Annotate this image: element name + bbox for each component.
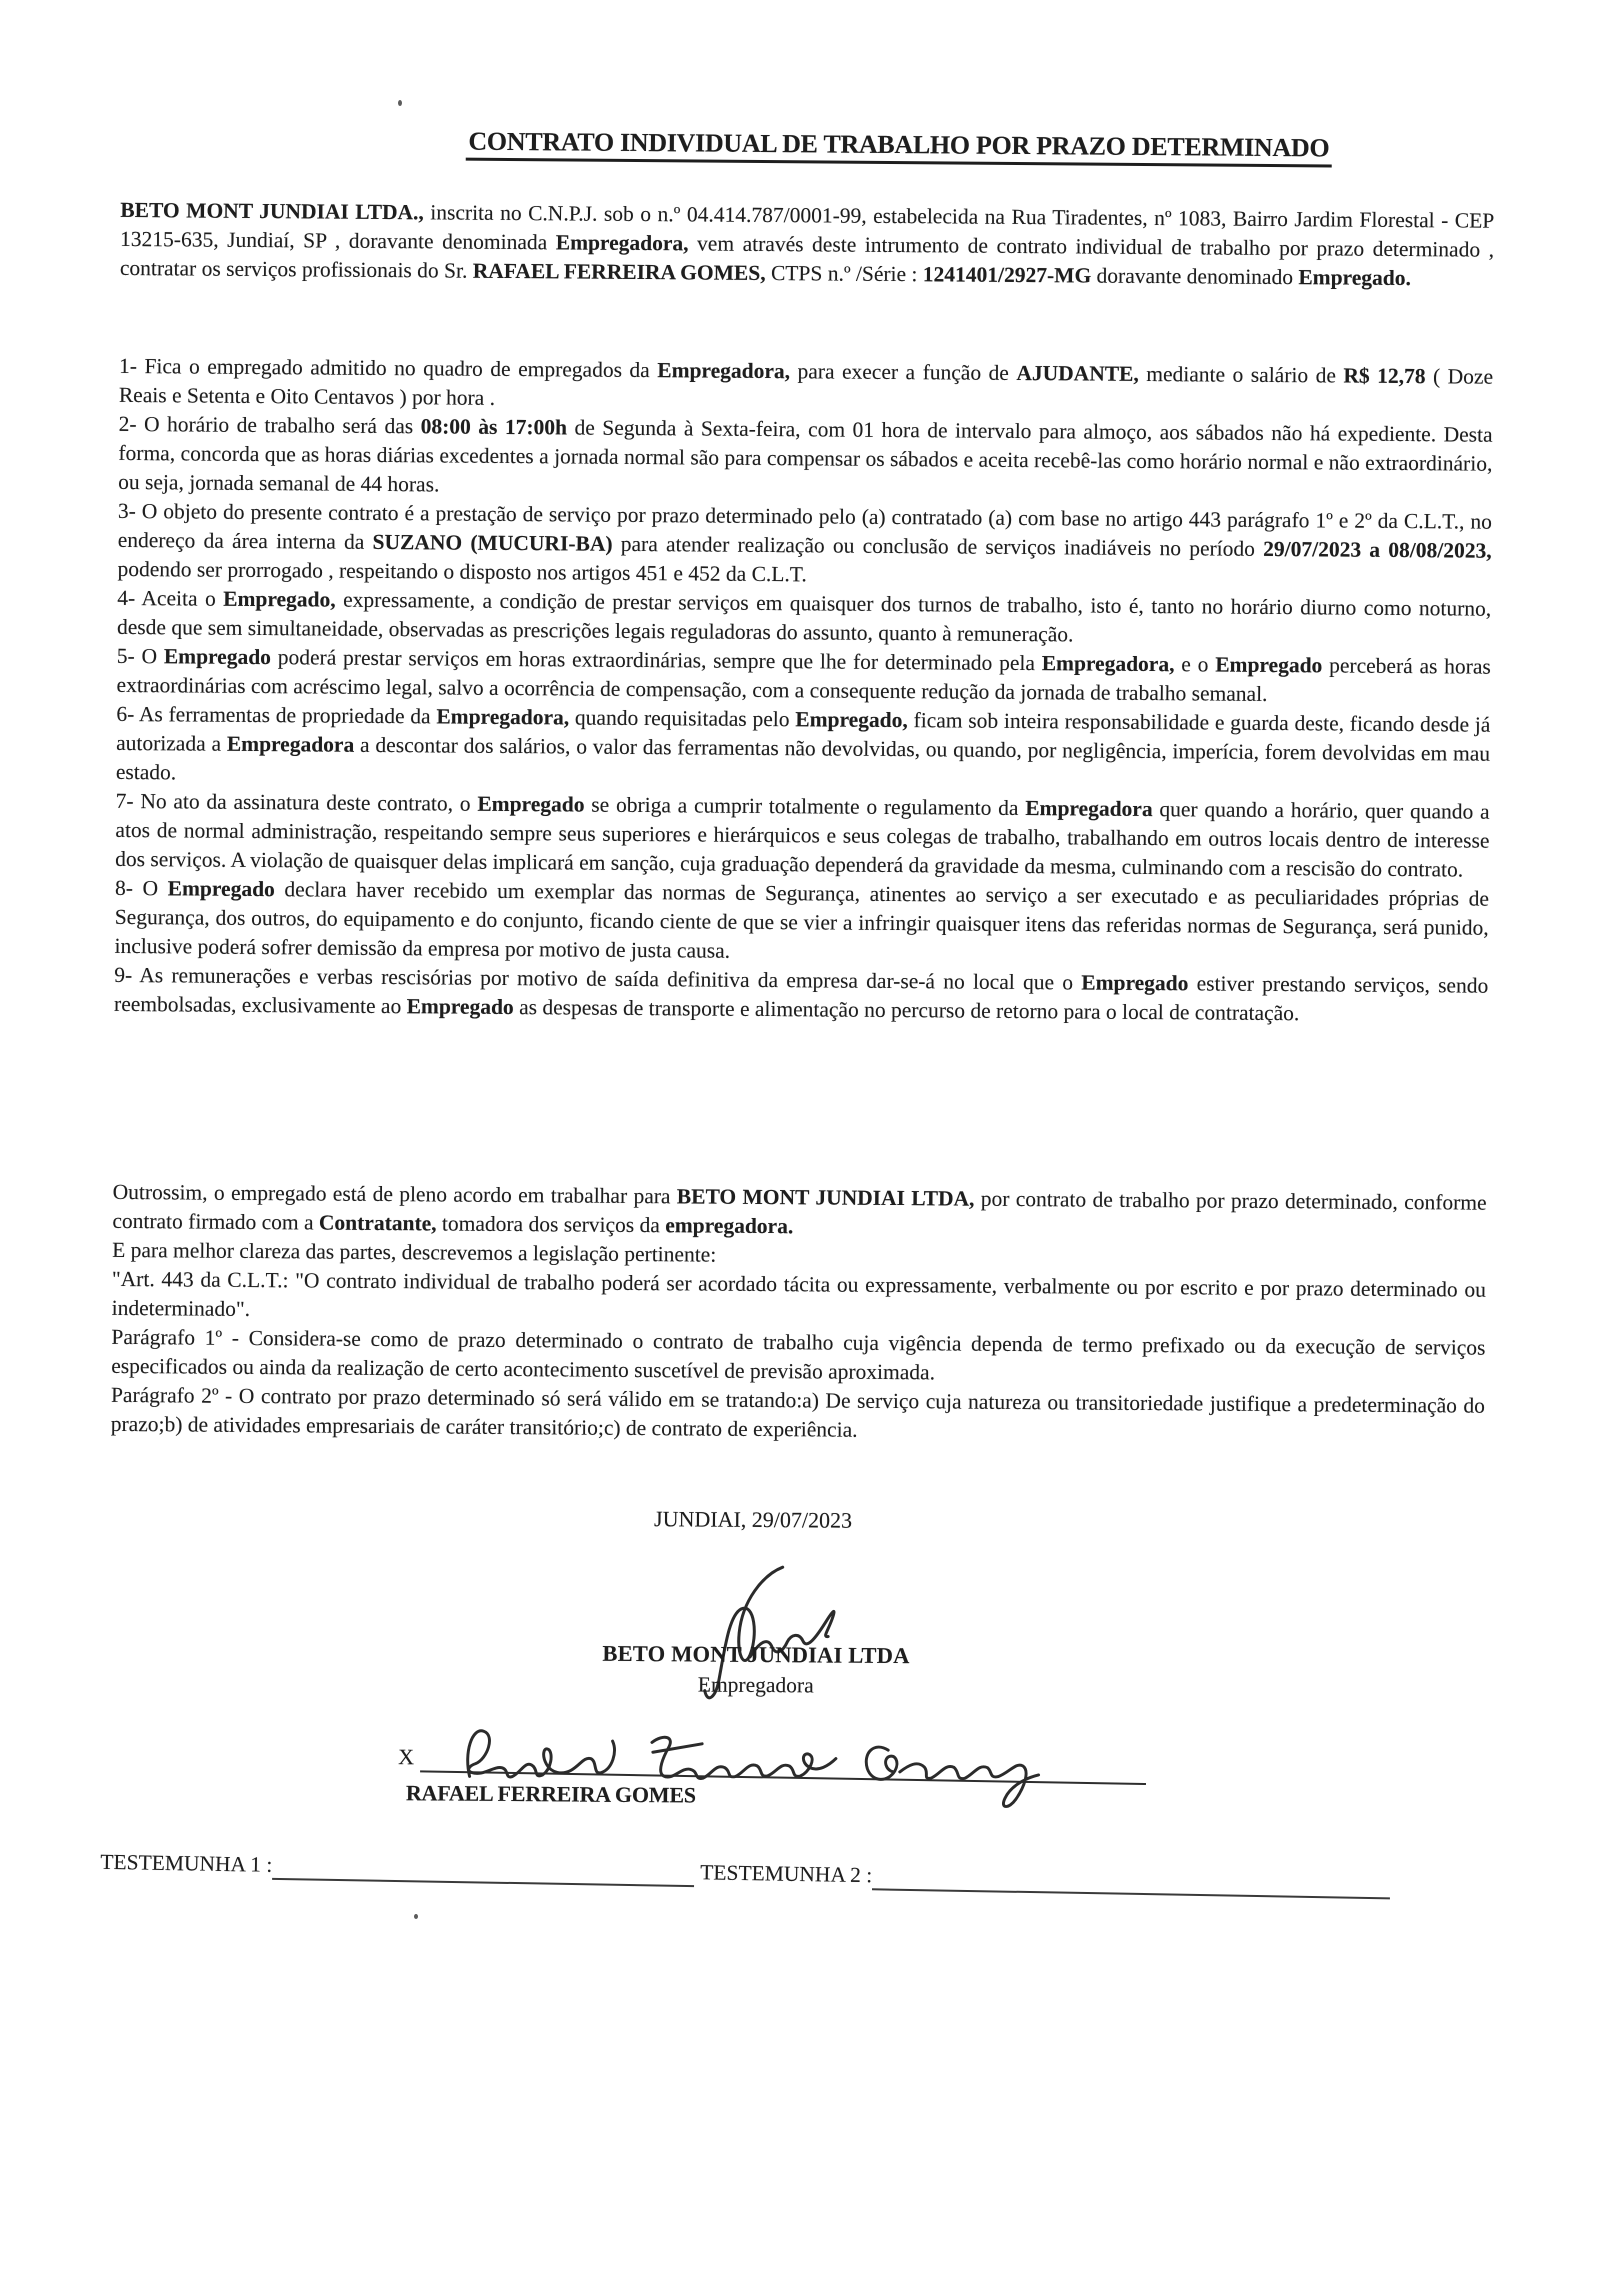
clause-paragraph-9: 9- As remunerações e verbas rescisórias por motivo de saída definitiva da empresa dar-se-á no local que o Empregado estiver prestando serviços, sendo reembolsadas, exclusivamente ao Empregado as despesas de transporte e alimentação no percurso de retorno para o local de contratação.: [114, 962, 1489, 1026]
employee-x-mark: X: [398, 1744, 415, 1770]
employer-company-name: BETO MONT JUNDIAI LTDA: [602, 1640, 910, 1669]
employee-signature-block: [398, 1738, 1159, 1834]
closing-paragraph-4: Parágrafo 1º - Considera-se como de prazo determinado o contrato de trabalho cuja vigência dependa de termo prefixado ou da execução de serviços especificados ou ainda da realização de certo acontecimento suscetível de previsão aproximada.: [111, 1324, 1486, 1385]
intro-paragraph: BETO MONT JUNDIAI LTDA., inscrita no C.N.P.J. sob o n.º 04.414.787/0001-99, estabelecida na Rua Tiradentes, nº 1083, Bairro Jardim Florestal - CEP 13215-635, Jundiaí, SP , doravante denominada Empregadora, vem através deste intrumento de contrato individual de trabalho por prazo determinado , contratar os serviços profissionais do Sr. RAFAEL FERREIRA GOMES, CTPS n.º /Série : 1241401/2927-MG doravante denominado Empregado.: [119, 197, 1495, 291]
employee-signature-line: [420, 1742, 1146, 1785]
witness-1-line: [272, 1854, 694, 1887]
closing-paragraph-2: E para melhor clareza das partes, descrevemos a legislação pertinente:: [112, 1237, 717, 1267]
clause-paragraph-6: 6- As ferramentas de propriedade da Empregadora, quando requisitadas pelo Empregado, ficam sob inteira responsabilidade e guarda deste, ficando desde já autorizada a Empregadora a descontar dos salários, o valor das ferramentas não devolvidas, ou quando, por negligência, imperícia, forem devolvidas em mau estado.: [115, 701, 1491, 785]
date-line: JUNDIAI, 29/07/2023: [653, 1506, 853, 1533]
witness-2-label: TESTEMUNHA 2 :: [700, 1860, 873, 1888]
clause-paragraph-1: 1- Fica o empregado admitido no quadro de empregados da Empregadora, para execer a função de AJUDANTE, mediante o salário de R$ 12,78 ( Doze Reais e Setenta e Oito Centavos ) por hora .: [118, 353, 1494, 410]
witness-section: [100, 1850, 1390, 1900]
intro-section: [120, 196, 1495, 294]
closing-paragraph-3: "Art. 443 da C.L.T.: "O contrato individual de trabalho poderá ser acordado tácita ou expressamente, verbalmente ou por escrito e por prazo determinado ou indeterminado".: [111, 1266, 1486, 1321]
clauses-section: [114, 352, 1493, 1030]
closing-paragraph-5: Parágrafo 2º - O contrato por prazo determinado só será válido em se tratando:a) De serviço cuja natureza ou transitoriedade justifique a predeterminação do prazo;b) de atividades empresariais de caráter transitório;c) de contrato de experiência.: [110, 1382, 1486, 1442]
clause-paragraph-5: 5- O Empregado poderá prestar serviços em horas extraordinárias, sempre que lhe for determinado pela Empregadora, e o Empregado perceberá as horas extraordinárias com acréscimo legal, salvo a ocorrência de compensação, com a consequente redução da jornada de trabalho semanal.: [116, 643, 1491, 706]
employee-printed-name: RAFAEL FERREIRA GOMES: [405, 1780, 697, 1808]
scan-speck-bottom: [414, 1914, 418, 1919]
clause-paragraph-3: 3- O objeto do presente contrato é a prestação de serviço por prazo determinado pelo (a) contratado (a) com base no artigo 443 parágrafo 1º e 2º da C.L.T., no endereço da área interna da SUZANO (MUCURI-BA) para atender realização ou conclusão de serviços inadiáveis no período 29/07/2023 a 08/08/2023, podendo ser prorrogado , respeitando o disposto nos artigos 451 e 452 da C.L.T.: [117, 498, 1493, 587]
scan-speck-top: [398, 100, 402, 106]
witness-1-label: TESTEMUNHA 1 :: [100, 1849, 273, 1877]
clause-paragraph-8: 8- O Empregado declara haver recebido um exemplar das normas de Segurança, atinentes ao serviço a ser executado e as peculiaridades próprias de Segurança, dos outros, do equipamento e do conjunto, ficando ciente de que se vier a infringir quaisquer itens das referidas normas de Segurança, será punido, inclusive poderá sofrer demissão da empresa por motivo de justa causa.: [114, 875, 1490, 963]
closing-section: [111, 1178, 1487, 1450]
clause-paragraph-4: 4- Aceita o Empregado, expressamente, a condição de prestar serviços em quaisquer dos turnos de trabalho, isto é, tanto no horário diurno como noturno, desde que sem simultaneidade, observadas as prescrições legais reguladoras do assunto, quanto à remuneração.: [116, 585, 1492, 647]
closing-paragraph-1: Outrossim, o empregado está de pleno acordo em trabalhar para BETO MONT JUNDIAI LTDA, por contrato de trabalho por prazo determinado, conforme contrato firmado com a Contratante, tomadora dos serviços da empregadora.: [112, 1179, 1487, 1239]
employer-role-label: Empregadora: [697, 1672, 814, 1698]
witness-2-line: [872, 1864, 1390, 1899]
page-title: [0, 123, 1599, 170]
page-title-text: CONTRATO INDIVIDUAL DE TRABALHO POR PRAZO DETERMINADO: [465, 127, 1332, 168]
clause-paragraph-7: 7- No ato da assinatura deste contrato, o Empregado se obriga a cumprir totalmente o regulamento da Empregadora quer quando a horário, quer quando a atos de normal administração, respeitando sempre seus superiores e hierárquicos e seus colegas de trabalho, trabalhando em outros locais dentro de interesse dos serviços. A violação de quaisquer delas implicará em sanção, cuja graduação dependerá da gravidade da mesma, culminando com a rescisão do contrato.: [115, 788, 1490, 882]
clause-paragraph-2: 2- O horário de trabalho será das 08:00 às 17:00h de Segunda à Sexta-feira, com 01 hora de intervalo para almoço, aos sábados não há expediente. Desta forma, concorda que as horas diárias excedentes a jornada normal são para compensar os sábados e aceita recebê-las como horário normal e não extraordinário, ou seja, jornada semanal de 44 horas.: [118, 411, 1493, 497]
employer-signature-block: [0, 1633, 1587, 1708]
